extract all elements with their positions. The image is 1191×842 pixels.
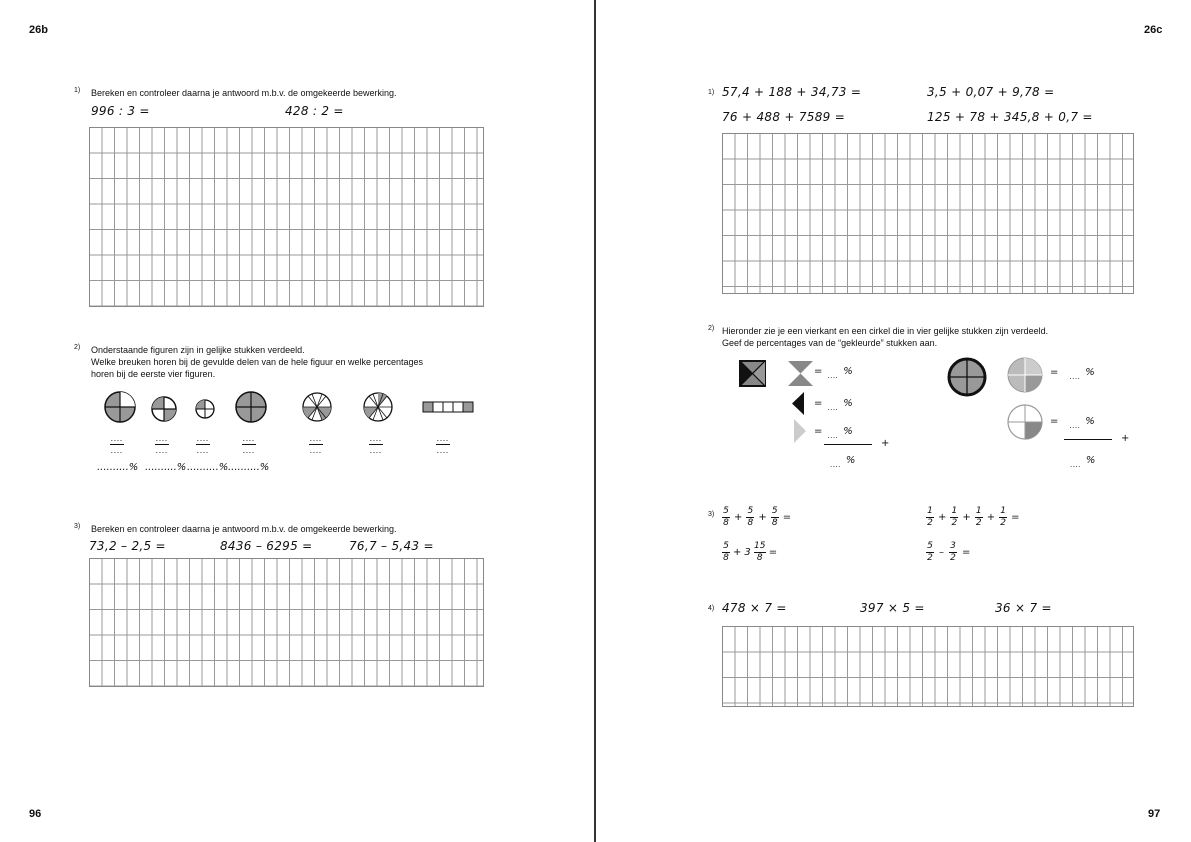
right-ex1-sum-2: 3,5 + 0,07 + 9,78 =	[927, 85, 1055, 99]
circle-figure-1	[105, 392, 135, 422]
left-ex3-sum-3: 76,7 – 5,43 =	[349, 539, 434, 553]
circle-eq-2: = .... %	[1050, 416, 1095, 430]
right-ex4-number: 4)	[708, 605, 715, 612]
right-page-code: 26c	[1144, 24, 1163, 36]
left-ex2-instruction	[91, 344, 491, 380]
right-ex2-instruction	[722, 325, 1142, 349]
right-ex3-sum-2: $\frac{1}{2}$ + $\frac{1}{2}$ + $\frac{1}{2}$ + $\frac{1}{2}$ =	[927, 506, 1020, 528]
left-page-code: 26b	[29, 24, 48, 36]
percent-blank-1[interactable]: ..........%	[97, 462, 139, 473]
right-ex2-line-2: Geef de percentages van de “gekleurde” stukken aan.	[722, 338, 938, 348]
circle-figure-2	[152, 397, 176, 421]
circle-plus: +	[1121, 433, 1130, 444]
circle-figures	[945, 355, 1045, 445]
square-hourglass	[788, 361, 813, 386]
circle-figure-6	[364, 393, 392, 421]
fraction-blank-2[interactable]: .... ....	[155, 434, 169, 455]
fraction-blank-4[interactable]: .... ....	[242, 434, 256, 455]
circle-figure-4	[236, 392, 266, 422]
square-eq-1: = .... %	[814, 366, 853, 380]
right-ex1-grid[interactable]	[722, 133, 1134, 294]
left-ex1-sum-1: 996 : 3 =	[91, 104, 150, 118]
right-ex4-sum-2: 397 × 5 =	[860, 601, 925, 615]
left-page-number: 96	[29, 808, 42, 820]
square-sum-line	[824, 444, 872, 445]
right-ex1-sum-4: 125 + 78 + 345,8 + 0,7 =	[927, 110, 1093, 124]
fraction-blank-5[interactable]: .... ....	[309, 434, 323, 455]
right-ex1-sum-3: 76 + 488 + 7589 =	[722, 110, 846, 124]
circle-eq-1: = .... %	[1050, 367, 1095, 381]
bar-figure	[423, 402, 473, 412]
left-ex2-number: 2)	[74, 344, 81, 351]
left-ex1-grid[interactable]	[89, 127, 484, 307]
square-eq-2: = .... %	[814, 398, 853, 412]
right-page-number: 97	[1148, 808, 1161, 820]
circle-figure-5	[303, 393, 331, 421]
left-ex2-line-3: horen bij de eerste vier figuren.	[91, 369, 216, 379]
right-ex2-number: 2)	[708, 325, 715, 332]
fraction-blank-3[interactable]: .... ....	[196, 434, 210, 455]
right-ex2-line-1: Hieronder zie je een vierkant en een cirkel die in vier gelijke stukken zijn verdeeld.	[722, 326, 1049, 336]
triangle-light	[794, 419, 806, 443]
circle-three-quarters	[1008, 358, 1042, 392]
percent-blank-3[interactable]: ..........%	[187, 462, 229, 473]
left-ex3-grid[interactable]	[89, 558, 484, 687]
right-ex3-sum-1: $\frac{5}{8}$ + $\frac{5}{8}$ + $\frac{5}{8}$ =	[723, 506, 792, 528]
left-ex3-instruction: Bereken en controleer daarna je antwoord m.b.v. de omgekeerde bewerking.	[91, 524, 397, 534]
left-ex3-number: 3)	[74, 523, 81, 530]
fraction-blank-7[interactable]: .... ....	[436, 434, 450, 455]
triangle-black	[792, 392, 804, 415]
right-ex4-grid[interactable]	[722, 626, 1134, 707]
left-ex2-line-2: Welke breuken horen bij de gevulde delen van de hele figuur en welke percentages	[91, 357, 424, 367]
circle-whole	[949, 359, 985, 395]
right-ex4-sum-3: 36 × 7 =	[995, 601, 1052, 615]
circle-sum-line	[1064, 439, 1112, 440]
left-ex2-line-1: Onderstaande figuren zijn in gelijke stukken verdeeld.	[91, 345, 305, 355]
page-spine	[594, 0, 596, 842]
left-ex1-sum-2: 428 : 2 =	[285, 104, 344, 118]
right-ex3-number: 3)	[708, 511, 715, 518]
right-ex3-sum-3: $\frac{5}{8}$ + 3 $\frac{15}{8}$ =	[723, 541, 778, 563]
percent-blank-4[interactable]: ..........%	[228, 462, 270, 473]
circle-total: .... %	[1070, 455, 1096, 469]
right-ex1-number: 1)	[708, 89, 715, 96]
left-ex2-figures	[100, 389, 480, 429]
left-ex3-sum-2: 8436 – 6295 =	[220, 539, 313, 553]
right-ex3-sum-4: $\frac{5}{2}$ – $\frac{3}{2}$ =	[927, 541, 971, 563]
left-ex1-number: 1)	[74, 87, 81, 94]
right-ex4-sum-1: 478 × 7 =	[722, 601, 787, 615]
left-ex3-sum-1: 73,2 – 2,5 =	[89, 539, 166, 553]
left-ex1-instruction: Bereken en controleer daarna je antwoord m.b.v. de omgekeerde bewerking.	[91, 88, 397, 98]
right-ex1-sum-1: 57,4 + 188 + 34,73 =	[722, 85, 862, 99]
fraction-blank-6[interactable]: .... ....	[369, 434, 383, 455]
fraction-blank-1[interactable]: .... ....	[110, 434, 124, 455]
square-plus: +	[881, 438, 890, 449]
percent-blank-2[interactable]: ..........%	[145, 462, 187, 473]
square-whole	[740, 361, 765, 386]
square-eq-3: = .... %	[814, 426, 853, 440]
square-total: .... %	[830, 455, 856, 469]
circle-one-quarter	[1008, 405, 1042, 439]
circle-figure-3	[196, 400, 214, 418]
